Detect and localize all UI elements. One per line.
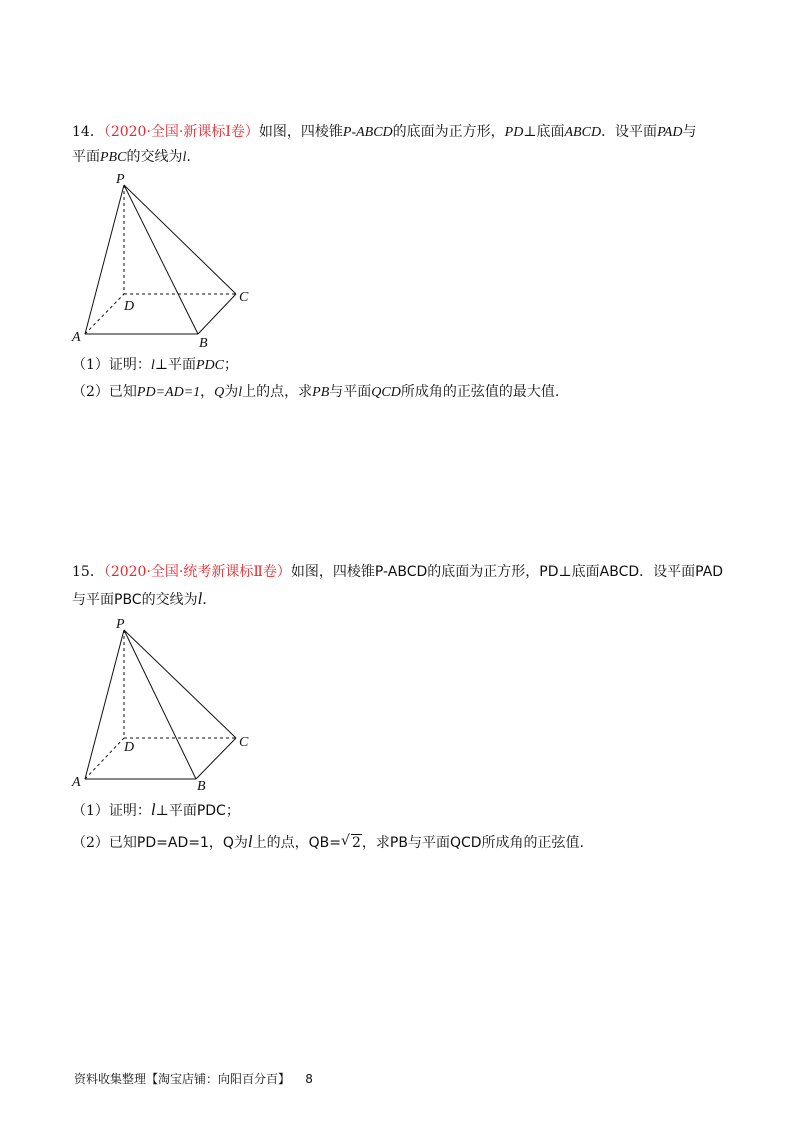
q15-text: ． (202, 592, 217, 608)
q15-part1-text: （1）证明： (72, 803, 151, 819)
q14-part1-pdc: PDC (195, 358, 224, 373)
sqrt-two (341, 833, 362, 853)
q14-text: ．设平面 (601, 124, 658, 140)
vertex-label-d: D (124, 299, 135, 314)
q15-part2-text: 上的点， (252, 835, 309, 851)
sqrt-value: 2 (352, 835, 361, 851)
q14-part2-qcd: QCD (371, 385, 401, 400)
q14-part2-eq: PD=AD=1 (136, 385, 201, 400)
q15-part2-l: l (247, 832, 253, 851)
q15-pyramid: P-ABCD (374, 564, 428, 580)
q15-number: 15． (72, 564, 104, 580)
q14-line-1 (72, 122, 696, 143)
q14-pd: PD (504, 125, 524, 140)
q14-text: . (186, 149, 191, 165)
q14-text: 如图，四棱锥 (258, 124, 343, 140)
q14-part2-text: （2）已知 (72, 384, 137, 400)
q15-source: （2020·全国·统考新课标Ⅱ卷） (103, 564, 291, 580)
q15-part2-pb: PB (389, 835, 408, 851)
q14-pyramid: P-ABCD (342, 125, 393, 140)
q14-part2-text: 所成角的正弦值的最大值. (400, 384, 560, 400)
q14-part1-l: l (150, 358, 155, 373)
q14-part2-l: l (238, 385, 243, 400)
vertex-label-b: B (197, 779, 206, 794)
q15-abcd: ABCD (599, 564, 640, 580)
q14-text: 平面 (72, 149, 100, 165)
q14-pyramid-figure (66, 168, 266, 348)
q15-text: 底面 (571, 564, 600, 580)
q15-line-2 (72, 589, 216, 610)
vertex-label-c: C (239, 290, 249, 305)
footer-text: 资料收集整理【淘宝店铺：向阳百分百】 (74, 1072, 291, 1086)
q15-part2-eq: PD=AD=1 (136, 835, 209, 851)
q15-text: 的底面为正方形， (427, 564, 540, 580)
q15-part2-text: ，求 (361, 835, 390, 851)
q14-part2-text: 为 (224, 384, 239, 400)
q15-part2-text: 所成角的正弦值. (481, 835, 584, 851)
q15-part2-text: 为 (233, 835, 248, 851)
q14-text: 底面 (536, 124, 565, 140)
sqrt-symbol: √ (341, 833, 350, 849)
q15-l: l (197, 589, 203, 608)
q15-pd: PD (539, 564, 559, 580)
q15-part2-text: ， (208, 835, 223, 851)
vertex-label-p: P (116, 617, 125, 632)
q14-part1-text: ； (223, 357, 238, 373)
perp-symbol: ⊥ (523, 124, 537, 140)
q14-pad: PAD (657, 125, 683, 140)
q15-part-2 (72, 832, 584, 853)
vertex-label-c: C (239, 735, 249, 750)
q14-abcd: ABCD (564, 125, 602, 140)
vertex-label-b: B (199, 336, 208, 348)
q14-part1-text: （1）证明： (72, 357, 151, 373)
q15-text: 如图，四棱锥 (290, 564, 375, 580)
q15-text: 与平面 (72, 592, 114, 608)
q15-part1-pdc: PDC (196, 803, 226, 819)
page-number: 8 (305, 1072, 313, 1086)
q15-part1-text: ⊥平面 (155, 803, 197, 819)
q14-part-2 (72, 382, 559, 403)
q15-pbc: PBC (114, 592, 142, 608)
q14-text: 与 (682, 124, 697, 140)
q14-part2-q: Q (214, 385, 225, 400)
vertex-label-a: A (72, 775, 81, 790)
q15-part2-qcd: QCD (449, 835, 482, 851)
q15-pyramid-figure (66, 614, 266, 794)
q14-part2-pb: PB (312, 385, 330, 400)
vertex-label-p: P (116, 172, 125, 187)
q15-text: 的交线为 (141, 592, 198, 608)
q15-part-1 (72, 800, 240, 821)
q14-number: 14． (72, 124, 104, 140)
vertex-label-d: D (124, 740, 135, 755)
q15-pad: PAD (695, 564, 724, 580)
q14-part2-text: 上的点，求 (242, 384, 313, 400)
q14-part2-text: 与平面 (329, 384, 372, 400)
q15-line-1 (72, 562, 723, 582)
q15-part2-text: 与平面 (407, 835, 450, 851)
q15-part1-l: l (150, 800, 156, 819)
q14-text: 的交线为 (126, 149, 183, 165)
page-footer (74, 1070, 313, 1087)
q14-pbc: PBC (100, 150, 127, 165)
q15-part1-text: ； (225, 803, 240, 819)
q15-part2-qb: QB= (308, 835, 341, 851)
q15-part2-q: Q (222, 835, 234, 851)
q14-text: 的底面为正方形， (392, 124, 505, 140)
q14-line-2 (72, 147, 191, 168)
vertex-label-a: A (72, 330, 81, 345)
perp-symbol: ⊥ (558, 564, 572, 580)
q15-part2-text: （2）已知 (72, 835, 137, 851)
q14-part1-text: ⊥平面 (154, 357, 196, 373)
q14-source: （2020·全国·新课标Ⅰ卷） (103, 124, 259, 140)
q14-part2-text: ， (200, 384, 215, 400)
q15-text: ．设平面 (639, 564, 696, 580)
q14-part-1 (72, 355, 238, 376)
q14-l: l (182, 150, 187, 165)
